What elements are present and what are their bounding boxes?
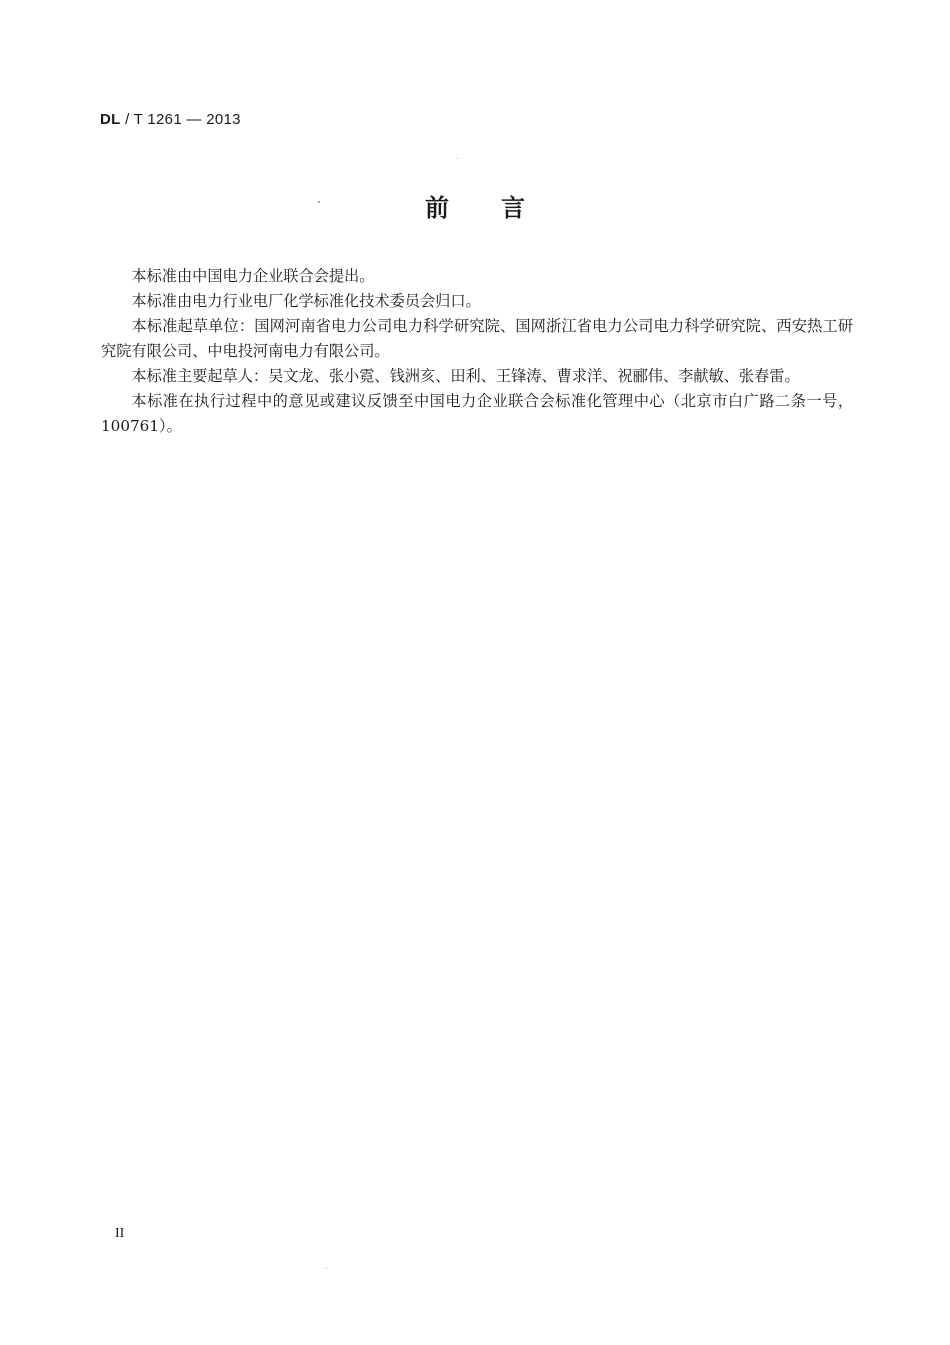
standard-prefix: DL xyxy=(100,111,121,128)
page-number: II xyxy=(115,1226,125,1241)
scan-speck xyxy=(318,201,320,203)
paragraph-drafting-units: 本标准起草单位：国网河南省电力公司电力科学研究院、国网浙江省电力公司电力科学研究院、西安热工研究院有限公司、中电投河南电力有限公司。 xyxy=(101,317,853,360)
scan-speck xyxy=(457,158,458,159)
standard-code xyxy=(100,111,241,128)
scan-speck xyxy=(326,1268,327,1269)
paragraph-feedback: 本标准在执行过程中的意见或建议反馈至中国电力企业联合会标准化管理中心（北京市白广路二条一号，100761）。 xyxy=(101,392,853,435)
paragraph-proposer: 本标准由中国电力企业联合会提出。 xyxy=(131,267,375,285)
standard-number: / T 1261 — 2013 xyxy=(120,111,241,128)
page-title: 前言 xyxy=(425,194,577,222)
paragraph-committee: 本标准由电力行业电厂化学标准化技术委员会归口。 xyxy=(131,292,481,310)
foreword-body xyxy=(101,264,853,439)
paragraph-drafters: 本标准主要起草人：吴文龙、张小霓、钱洲亥、田利、王锋涛、曹求洋、祝郦伟、李献敏、张春雷。 xyxy=(131,367,800,385)
